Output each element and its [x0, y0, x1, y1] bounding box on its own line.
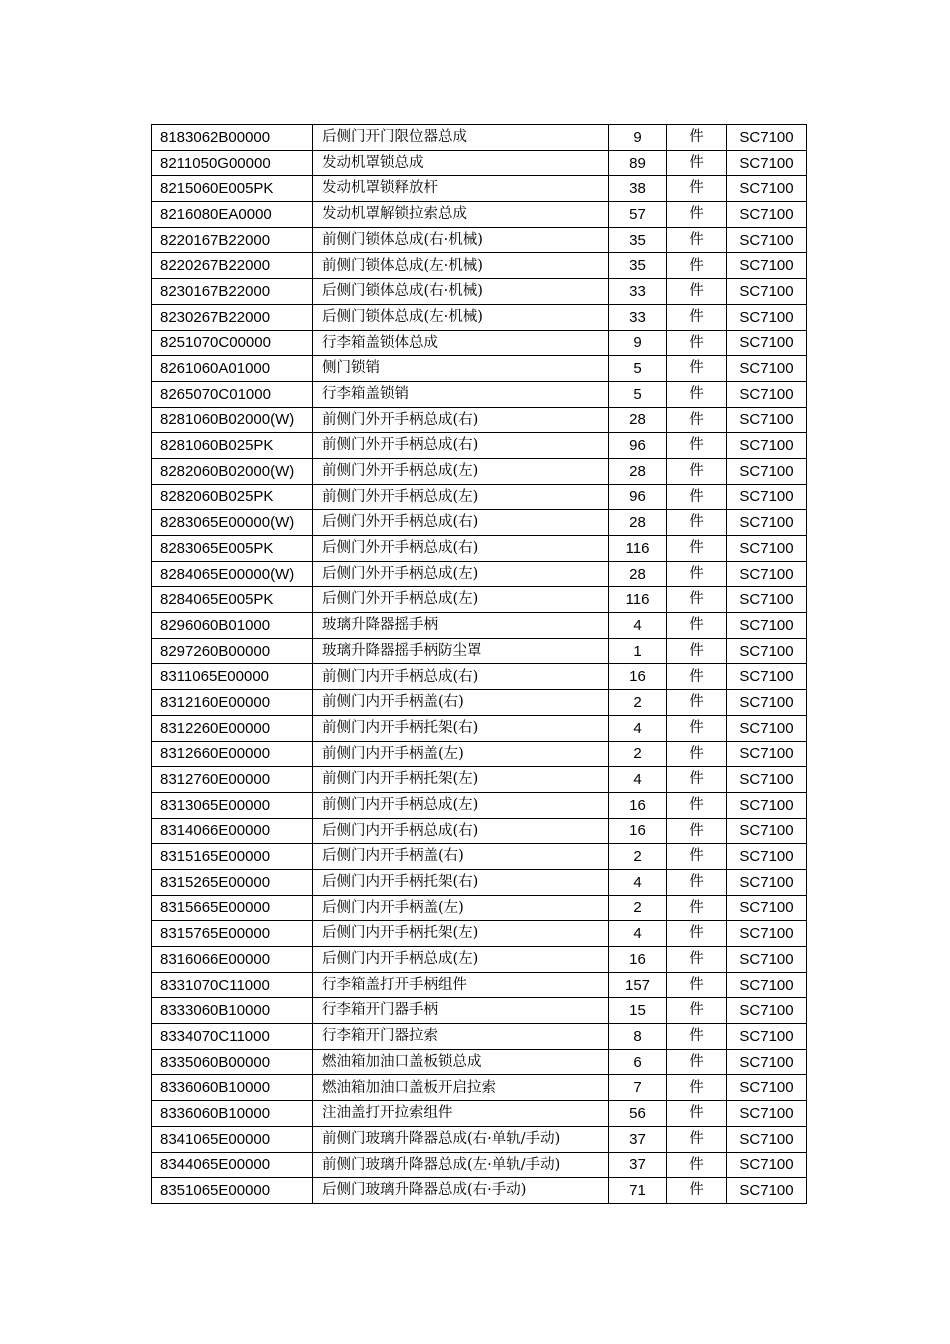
quantity-cell: 5 — [609, 356, 667, 382]
quantity-cell: 9 — [609, 330, 667, 356]
unit-cell: 件 — [667, 869, 727, 895]
table-row — [152, 1024, 807, 1050]
quantity-cell: 33 — [609, 279, 667, 305]
table-row — [152, 484, 807, 510]
part-name-cell: 玻璃升降器摇手柄防尘罩 — [313, 638, 609, 664]
table-row — [152, 536, 807, 562]
part-number-cell: 8315665E00000 — [152, 895, 313, 921]
model-cell: SC7100 — [727, 664, 807, 690]
quantity-cell: 116 — [609, 536, 667, 562]
unit-cell: 件 — [667, 510, 727, 536]
model-cell: SC7100 — [727, 561, 807, 587]
unit-cell: 件 — [667, 1178, 727, 1204]
model-cell: SC7100 — [727, 304, 807, 330]
unit-cell: 件 — [667, 715, 727, 741]
part-name-cell: 后侧门外开手柄总成(右) — [313, 510, 609, 536]
table-row — [152, 1049, 807, 1075]
model-cell: SC7100 — [727, 484, 807, 510]
table-row — [152, 844, 807, 870]
quantity-cell: 116 — [609, 587, 667, 613]
part-name-cell: 行李箱开门器手柄 — [313, 998, 609, 1024]
model-cell: SC7100 — [727, 715, 807, 741]
unit-cell: 件 — [667, 150, 727, 176]
model-cell: SC7100 — [727, 150, 807, 176]
quantity-cell: 7 — [609, 1075, 667, 1101]
model-cell: SC7100 — [727, 536, 807, 562]
unit-cell: 件 — [667, 1075, 727, 1101]
table-row — [152, 638, 807, 664]
table-row — [152, 1101, 807, 1127]
model-cell: SC7100 — [727, 125, 807, 151]
unit-cell: 件 — [667, 947, 727, 973]
part-name-cell: 后侧门内开手柄总成(左) — [313, 947, 609, 973]
part-number-cell: 8251070C00000 — [152, 330, 313, 356]
part-name-cell: 后侧门玻璃升降器总成(右·手动) — [313, 1178, 609, 1204]
model-cell: SC7100 — [727, 1152, 807, 1178]
quantity-cell: 57 — [609, 202, 667, 228]
part-number-cell: 8311065E00000 — [152, 664, 313, 690]
parts-table — [151, 124, 807, 1204]
part-name-cell: 后侧门内开手柄托架(右) — [313, 869, 609, 895]
part-name-cell: 前侧门外开手柄总成(右) — [313, 433, 609, 459]
table-row — [152, 561, 807, 587]
table-row — [152, 330, 807, 356]
quantity-cell: 4 — [609, 613, 667, 639]
unit-cell: 件 — [667, 1152, 727, 1178]
part-name-cell: 后侧门锁体总成(右·机械) — [313, 279, 609, 305]
unit-cell: 件 — [667, 227, 727, 253]
table-row — [152, 947, 807, 973]
model-cell: SC7100 — [727, 1049, 807, 1075]
part-number-cell: 8281060B025PK — [152, 433, 313, 459]
part-number-cell: 8315765E00000 — [152, 921, 313, 947]
model-cell: SC7100 — [727, 407, 807, 433]
part-number-cell: 8312160E00000 — [152, 690, 313, 716]
part-number-cell: 8230267B22000 — [152, 304, 313, 330]
part-name-cell: 前侧门内开手柄盖(左) — [313, 741, 609, 767]
part-name-cell: 前侧门内开手柄托架(右) — [313, 715, 609, 741]
model-cell: SC7100 — [727, 767, 807, 793]
model-cell: SC7100 — [727, 1101, 807, 1127]
part-number-cell: 8336060B10000 — [152, 1075, 313, 1101]
part-name-cell: 后侧门开门限位器总成 — [313, 125, 609, 151]
model-cell: SC7100 — [727, 921, 807, 947]
unit-cell: 件 — [667, 587, 727, 613]
table-row — [152, 792, 807, 818]
quantity-cell: 37 — [609, 1152, 667, 1178]
part-name-cell: 后侧门外开手柄总成(右) — [313, 536, 609, 562]
unit-cell: 件 — [667, 895, 727, 921]
model-cell: SC7100 — [727, 690, 807, 716]
part-name-cell: 前侧门锁体总成(右·机械) — [313, 227, 609, 253]
unit-cell: 件 — [667, 202, 727, 228]
part-number-cell: 8211050G00000 — [152, 150, 313, 176]
table-row — [152, 690, 807, 716]
part-number-cell: 8296060B01000 — [152, 613, 313, 639]
part-name-cell: 后侧门内开手柄总成(右) — [313, 818, 609, 844]
quantity-cell: 9 — [609, 125, 667, 151]
part-number-cell: 8333060B10000 — [152, 998, 313, 1024]
part-number-cell: 8183062B00000 — [152, 125, 313, 151]
part-name-cell: 注油盖打开拉索组件 — [313, 1101, 609, 1127]
part-number-cell: 8335060B00000 — [152, 1049, 313, 1075]
part-name-cell: 后侧门外开手柄总成(左) — [313, 587, 609, 613]
unit-cell: 件 — [667, 330, 727, 356]
model-cell: SC7100 — [727, 972, 807, 998]
quantity-cell: 96 — [609, 433, 667, 459]
quantity-cell: 28 — [609, 510, 667, 536]
part-name-cell: 后侧门内开手柄盖(右) — [313, 844, 609, 870]
unit-cell: 件 — [667, 304, 727, 330]
table-row — [152, 381, 807, 407]
model-cell: SC7100 — [727, 253, 807, 279]
part-number-cell: 8220267B22000 — [152, 253, 313, 279]
quantity-cell: 4 — [609, 715, 667, 741]
table-row — [152, 176, 807, 202]
table-row — [152, 587, 807, 613]
quantity-cell: 71 — [609, 1178, 667, 1204]
unit-cell: 件 — [667, 1049, 727, 1075]
part-number-cell: 8282060B02000(W) — [152, 458, 313, 484]
unit-cell: 件 — [667, 484, 727, 510]
unit-cell: 件 — [667, 613, 727, 639]
parts-table-body — [152, 125, 807, 1204]
quantity-cell: 16 — [609, 792, 667, 818]
part-number-cell: 8312760E00000 — [152, 767, 313, 793]
quantity-cell: 2 — [609, 844, 667, 870]
part-number-cell: 8284065E005PK — [152, 587, 313, 613]
model-cell: SC7100 — [727, 792, 807, 818]
part-number-cell: 8312660E00000 — [152, 741, 313, 767]
unit-cell: 件 — [667, 741, 727, 767]
part-number-cell: 8265070C01000 — [152, 381, 313, 407]
unit-cell: 件 — [667, 1101, 727, 1127]
table-row — [152, 1152, 807, 1178]
part-number-cell: 8297260B00000 — [152, 638, 313, 664]
table-row — [152, 510, 807, 536]
part-name-cell: 后侧门内开手柄托架(左) — [313, 921, 609, 947]
quantity-cell: 96 — [609, 484, 667, 510]
model-cell: SC7100 — [727, 1126, 807, 1152]
part-number-cell: 8281060B02000(W) — [152, 407, 313, 433]
unit-cell: 件 — [667, 690, 727, 716]
unit-cell: 件 — [667, 176, 727, 202]
model-cell: SC7100 — [727, 433, 807, 459]
quantity-cell: 16 — [609, 947, 667, 973]
table-row — [152, 613, 807, 639]
table-row — [152, 279, 807, 305]
unit-cell: 件 — [667, 921, 727, 947]
model-cell: SC7100 — [727, 1178, 807, 1204]
quantity-cell: 28 — [609, 458, 667, 484]
table-row — [152, 458, 807, 484]
table-row — [152, 253, 807, 279]
table-row — [152, 125, 807, 151]
part-name-cell: 前侧门玻璃升降器总成(右·单轨/手动) — [313, 1126, 609, 1152]
model-cell: SC7100 — [727, 895, 807, 921]
part-name-cell: 前侧门外开手柄总成(右) — [313, 407, 609, 433]
unit-cell: 件 — [667, 792, 727, 818]
quantity-cell: 4 — [609, 869, 667, 895]
unit-cell: 件 — [667, 356, 727, 382]
unit-cell: 件 — [667, 1126, 727, 1152]
part-name-cell: 发动机罩解锁拉索总成 — [313, 202, 609, 228]
part-number-cell: 8336060B10000 — [152, 1101, 313, 1127]
model-cell: SC7100 — [727, 227, 807, 253]
unit-cell: 件 — [667, 407, 727, 433]
part-number-cell: 8331070C11000 — [152, 972, 313, 998]
part-number-cell: 8284065E00000(W) — [152, 561, 313, 587]
unit-cell: 件 — [667, 125, 727, 151]
table-row — [152, 715, 807, 741]
table-row — [152, 1126, 807, 1152]
model-cell: SC7100 — [727, 844, 807, 870]
part-number-cell: 8312260E00000 — [152, 715, 313, 741]
quantity-cell: 33 — [609, 304, 667, 330]
table-row — [152, 869, 807, 895]
part-number-cell: 8315165E00000 — [152, 844, 313, 870]
part-number-cell: 8316066E00000 — [152, 947, 313, 973]
unit-cell: 件 — [667, 818, 727, 844]
part-name-cell: 前侧门外开手柄总成(左) — [313, 484, 609, 510]
part-name-cell: 前侧门内开手柄托架(左) — [313, 767, 609, 793]
table-row — [152, 818, 807, 844]
part-name-cell: 前侧门内开手柄总成(左) — [313, 792, 609, 818]
table-row — [152, 741, 807, 767]
part-number-cell: 8261060A01000 — [152, 356, 313, 382]
unit-cell: 件 — [667, 458, 727, 484]
table-row — [152, 664, 807, 690]
quantity-cell: 6 — [609, 1049, 667, 1075]
part-number-cell: 8344065E00000 — [152, 1152, 313, 1178]
quantity-cell: 37 — [609, 1126, 667, 1152]
quantity-cell: 4 — [609, 921, 667, 947]
quantity-cell: 157 — [609, 972, 667, 998]
unit-cell: 件 — [667, 998, 727, 1024]
part-name-cell: 行李箱开门器拉索 — [313, 1024, 609, 1050]
part-name-cell: 行李箱盖打开手柄组件 — [313, 972, 609, 998]
unit-cell: 件 — [667, 767, 727, 793]
quantity-cell: 28 — [609, 407, 667, 433]
quantity-cell: 56 — [609, 1101, 667, 1127]
quantity-cell: 2 — [609, 690, 667, 716]
model-cell: SC7100 — [727, 638, 807, 664]
model-cell: SC7100 — [727, 587, 807, 613]
part-name-cell: 前侧门内开手柄盖(右) — [313, 690, 609, 716]
part-name-cell: 燃油箱加油口盖板开启拉索 — [313, 1075, 609, 1101]
part-name-cell: 玻璃升降器摇手柄 — [313, 613, 609, 639]
model-cell: SC7100 — [727, 330, 807, 356]
table-row — [152, 433, 807, 459]
part-name-cell: 前侧门玻璃升降器总成(左·单轨/手动) — [313, 1152, 609, 1178]
table-row — [152, 895, 807, 921]
unit-cell: 件 — [667, 279, 727, 305]
quantity-cell: 16 — [609, 664, 667, 690]
part-number-cell: 8220167B22000 — [152, 227, 313, 253]
quantity-cell: 1 — [609, 638, 667, 664]
quantity-cell: 4 — [609, 767, 667, 793]
quantity-cell: 2 — [609, 895, 667, 921]
part-number-cell: 8315265E00000 — [152, 869, 313, 895]
table-row — [152, 1178, 807, 1204]
table-row — [152, 227, 807, 253]
model-cell: SC7100 — [727, 356, 807, 382]
model-cell: SC7100 — [727, 818, 807, 844]
table-row — [152, 1075, 807, 1101]
model-cell: SC7100 — [727, 176, 807, 202]
quantity-cell: 8 — [609, 1024, 667, 1050]
part-name-cell: 燃油箱加油口盖板锁总成 — [313, 1049, 609, 1075]
quantity-cell: 28 — [609, 561, 667, 587]
part-name-cell: 发动机罩锁总成 — [313, 150, 609, 176]
part-number-cell: 8282060B025PK — [152, 484, 313, 510]
unit-cell: 件 — [667, 972, 727, 998]
unit-cell: 件 — [667, 433, 727, 459]
table-row — [152, 202, 807, 228]
part-number-cell: 8216080EA0000 — [152, 202, 313, 228]
model-cell: SC7100 — [727, 279, 807, 305]
model-cell: SC7100 — [727, 998, 807, 1024]
part-name-cell: 发动机罩锁释放杆 — [313, 176, 609, 202]
model-cell: SC7100 — [727, 458, 807, 484]
quantity-cell: 35 — [609, 227, 667, 253]
quantity-cell: 15 — [609, 998, 667, 1024]
part-name-cell: 侧门锁销 — [313, 356, 609, 382]
table-row — [152, 767, 807, 793]
part-number-cell: 8334070C11000 — [152, 1024, 313, 1050]
model-cell: SC7100 — [727, 510, 807, 536]
table-row — [152, 921, 807, 947]
table-row — [152, 407, 807, 433]
table-row — [152, 998, 807, 1024]
model-cell: SC7100 — [727, 1075, 807, 1101]
quantity-cell: 16 — [609, 818, 667, 844]
part-name-cell: 后侧门外开手柄总成(左) — [313, 561, 609, 587]
part-number-cell: 8283065E00000(W) — [152, 510, 313, 536]
table-row — [152, 150, 807, 176]
unit-cell: 件 — [667, 664, 727, 690]
quantity-cell: 5 — [609, 381, 667, 407]
part-name-cell: 前侧门内开手柄总成(右) — [313, 664, 609, 690]
unit-cell: 件 — [667, 844, 727, 870]
unit-cell: 件 — [667, 381, 727, 407]
part-number-cell: 8341065E00000 — [152, 1126, 313, 1152]
table-row — [152, 972, 807, 998]
unit-cell: 件 — [667, 561, 727, 587]
part-number-cell: 8351065E00000 — [152, 1178, 313, 1204]
part-number-cell: 8314066E00000 — [152, 818, 313, 844]
part-name-cell: 前侧门外开手柄总成(左) — [313, 458, 609, 484]
model-cell: SC7100 — [727, 869, 807, 895]
part-number-cell: 8230167B22000 — [152, 279, 313, 305]
model-cell: SC7100 — [727, 1024, 807, 1050]
quantity-cell: 35 — [609, 253, 667, 279]
part-name-cell: 后侧门内开手柄盖(左) — [313, 895, 609, 921]
part-name-cell: 行李箱盖锁体总成 — [313, 330, 609, 356]
table-row — [152, 356, 807, 382]
quantity-cell: 38 — [609, 176, 667, 202]
part-number-cell: 8283065E005PK — [152, 536, 313, 562]
part-number-cell: 8313065E00000 — [152, 792, 313, 818]
quantity-cell: 89 — [609, 150, 667, 176]
unit-cell: 件 — [667, 536, 727, 562]
quantity-cell: 2 — [609, 741, 667, 767]
part-name-cell: 后侧门锁体总成(左·机械) — [313, 304, 609, 330]
table-row — [152, 304, 807, 330]
model-cell: SC7100 — [727, 381, 807, 407]
unit-cell: 件 — [667, 1024, 727, 1050]
unit-cell: 件 — [667, 638, 727, 664]
model-cell: SC7100 — [727, 613, 807, 639]
model-cell: SC7100 — [727, 741, 807, 767]
part-name-cell: 行李箱盖锁销 — [313, 381, 609, 407]
part-name-cell: 前侧门锁体总成(左·机械) — [313, 253, 609, 279]
part-number-cell: 8215060E005PK — [152, 176, 313, 202]
model-cell: SC7100 — [727, 947, 807, 973]
unit-cell: 件 — [667, 253, 727, 279]
model-cell: SC7100 — [727, 202, 807, 228]
